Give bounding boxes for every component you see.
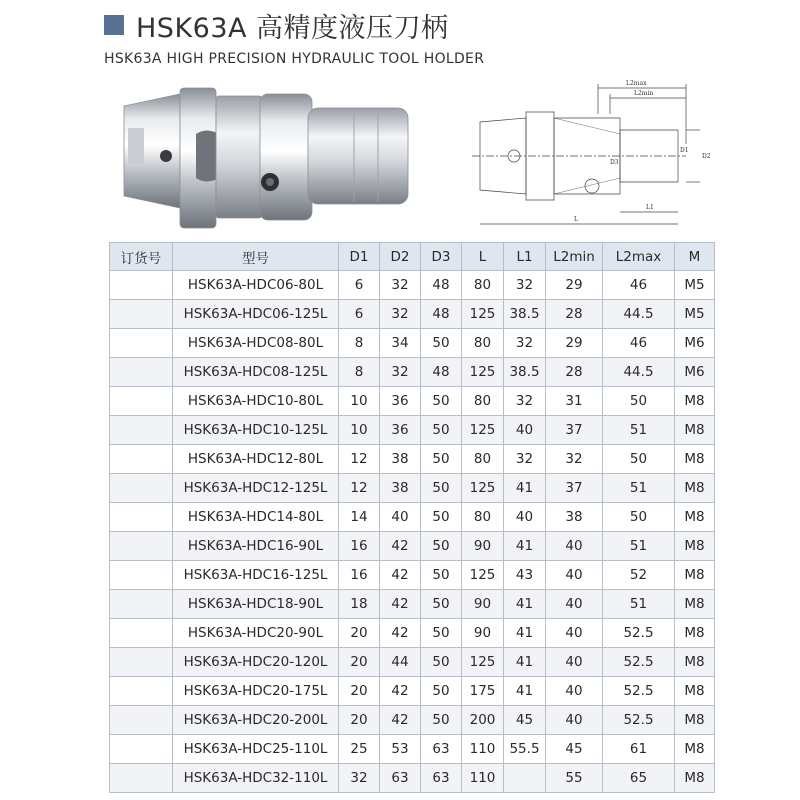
cell-d2: 32 <box>380 358 421 387</box>
cell-order-number <box>110 532 173 561</box>
cell-m: M5 <box>675 300 715 329</box>
cell-d1: 14 <box>339 503 380 532</box>
cell-d1: 10 <box>339 387 380 416</box>
cell-l2min: 37 <box>546 474 603 503</box>
column-header-m: M <box>675 243 715 271</box>
cell-d2: 32 <box>380 271 421 300</box>
cell-l2min: 28 <box>546 358 603 387</box>
cell-order-number <box>110 503 173 532</box>
cell-l: 90 <box>462 590 504 619</box>
spec-table <box>109 242 715 793</box>
cell-model: HSK63A-HDC14-80L <box>173 503 339 532</box>
cell-d1: 32 <box>339 764 380 793</box>
cell-l2min: 31 <box>546 387 603 416</box>
cell-d3: 50 <box>421 590 462 619</box>
cell-l2max: 52.5 <box>603 677 675 706</box>
cell-m: M8 <box>675 590 715 619</box>
cell-l2max: 51 <box>603 474 675 503</box>
cell-l2max: 44.5 <box>603 300 675 329</box>
column-header-d3: D3 <box>421 243 462 271</box>
cell-l2max: 65 <box>603 764 675 793</box>
cell-l: 125 <box>462 416 504 445</box>
table-header-row <box>110 243 715 271</box>
cell-model: HSK63A-HDC12-80L <box>173 445 339 474</box>
cell-d3: 50 <box>421 648 462 677</box>
cell-l2max: 61 <box>603 735 675 764</box>
table-row <box>110 387 715 416</box>
cell-d1: 20 <box>339 706 380 735</box>
table-row <box>110 706 715 735</box>
cell-d2: 63 <box>380 764 421 793</box>
cell-d1: 8 <box>339 358 380 387</box>
cell-order-number <box>110 300 173 329</box>
dim-l1: L1 <box>646 204 654 211</box>
cell-order-number <box>110 706 173 735</box>
cell-d1: 16 <box>339 532 380 561</box>
cell-l: 125 <box>462 474 504 503</box>
cell-d1: 16 <box>339 561 380 590</box>
title-accent-square <box>104 15 124 35</box>
cell-d2: 32 <box>380 300 421 329</box>
cell-d3: 50 <box>421 474 462 503</box>
cell-order-number <box>110 561 173 590</box>
column-header-l2max: L2max <box>603 243 675 271</box>
cell-l2min: 29 <box>546 329 603 358</box>
cell-l2min: 40 <box>546 532 603 561</box>
cell-l2min: 40 <box>546 648 603 677</box>
cell-l2max: 52 <box>603 561 675 590</box>
cell-l1: 32 <box>504 329 546 358</box>
cell-l: 125 <box>462 300 504 329</box>
cell-l: 90 <box>462 619 504 648</box>
cell-d3: 50 <box>421 706 462 735</box>
cell-d3: 50 <box>421 677 462 706</box>
cell-d3: 63 <box>421 764 462 793</box>
cell-l: 175 <box>462 677 504 706</box>
cell-l2max: 46 <box>603 271 675 300</box>
cell-d2: 44 <box>380 648 421 677</box>
cell-l1: 41 <box>504 532 546 561</box>
title-row <box>104 8 449 42</box>
cell-l: 80 <box>462 329 504 358</box>
cell-m: M5 <box>675 271 715 300</box>
cell-l2min: 38 <box>546 503 603 532</box>
cell-model: HSK63A-HDC08-80L <box>173 329 339 358</box>
cell-d2: 42 <box>380 590 421 619</box>
cell-model: HSK63A-HDC20-90L <box>173 619 339 648</box>
page-title: HSK63A 高精度液压刀柄 <box>136 12 449 44</box>
cell-m: M8 <box>675 735 715 764</box>
cell-model: HSK63A-HDC10-125L <box>173 416 339 445</box>
cell-d1: 12 <box>339 445 380 474</box>
cell-l2max: 52.5 <box>603 619 675 648</box>
table-row <box>110 329 715 358</box>
cell-l: 80 <box>462 387 504 416</box>
cell-d3: 48 <box>421 271 462 300</box>
table-row <box>110 648 715 677</box>
cell-d2: 53 <box>380 735 421 764</box>
table-row <box>110 677 715 706</box>
cell-model: HSK63A-HDC32-110L <box>173 764 339 793</box>
cell-d2: 42 <box>380 677 421 706</box>
cell-m: M8 <box>675 503 715 532</box>
cell-d2: 42 <box>380 706 421 735</box>
cell-d1: 6 <box>339 271 380 300</box>
cell-l1: 40 <box>504 503 546 532</box>
cell-order-number <box>110 387 173 416</box>
cell-l: 125 <box>462 561 504 590</box>
cell-d3: 50 <box>421 329 462 358</box>
cell-d1: 20 <box>339 648 380 677</box>
cell-d2: 36 <box>380 416 421 445</box>
cell-l1: 41 <box>504 648 546 677</box>
cell-order-number <box>110 677 173 706</box>
cell-d3: 50 <box>421 532 462 561</box>
cell-model: HSK63A-HDC25-110L <box>173 735 339 764</box>
cell-l: 110 <box>462 764 504 793</box>
cell-l2max: 50 <box>603 387 675 416</box>
cell-l1 <box>504 764 546 793</box>
cell-model: HSK63A-HDC12-125L <box>173 474 339 503</box>
cell-l2min: 29 <box>546 271 603 300</box>
column-header-l1: L1 <box>504 243 546 271</box>
cell-l1: 45 <box>504 706 546 735</box>
technical-drawing <box>470 74 720 238</box>
cell-model: HSK63A-HDC08-125L <box>173 358 339 387</box>
cell-l1: 38.5 <box>504 300 546 329</box>
cell-l2max: 50 <box>603 503 675 532</box>
cell-m: M6 <box>675 358 715 387</box>
cell-d3: 50 <box>421 561 462 590</box>
cell-l1: 40 <box>504 416 546 445</box>
cell-order-number <box>110 619 173 648</box>
cell-order-number <box>110 590 173 619</box>
cell-m: M8 <box>675 474 715 503</box>
cell-d2: 42 <box>380 619 421 648</box>
table-row <box>110 503 715 532</box>
cell-order-number <box>110 764 173 793</box>
cell-m: M8 <box>675 532 715 561</box>
cell-order-number <box>110 474 173 503</box>
cell-m: M8 <box>675 764 715 793</box>
column-header-l: L <box>462 243 504 271</box>
cell-model: HSK63A-HDC20-120L <box>173 648 339 677</box>
cell-order-number <box>110 445 173 474</box>
column-header-d1: D1 <box>339 243 380 271</box>
cell-l1: 41 <box>504 677 546 706</box>
cell-l: 125 <box>462 648 504 677</box>
cell-m: M8 <box>675 677 715 706</box>
cell-l2max: 52.5 <box>603 648 675 677</box>
table-row <box>110 271 715 300</box>
cell-d3: 48 <box>421 300 462 329</box>
cell-d3: 50 <box>421 445 462 474</box>
cell-model: HSK63A-HDC16-90L <box>173 532 339 561</box>
cell-l2max: 46 <box>603 329 675 358</box>
cell-l2max: 51 <box>603 416 675 445</box>
cell-l: 110 <box>462 735 504 764</box>
cell-d1: 6 <box>339 300 380 329</box>
cell-m: M8 <box>675 445 715 474</box>
cell-l2max: 50 <box>603 445 675 474</box>
cell-d3: 50 <box>421 416 462 445</box>
cell-l1: 32 <box>504 387 546 416</box>
cell-d3: 50 <box>421 503 462 532</box>
cell-order-number <box>110 358 173 387</box>
cell-l2min: 40 <box>546 619 603 648</box>
cell-l2min: 40 <box>546 561 603 590</box>
table-row <box>110 590 715 619</box>
cell-d3: 50 <box>421 387 462 416</box>
cell-m: M8 <box>675 619 715 648</box>
cell-order-number <box>110 416 173 445</box>
cell-l: 80 <box>462 271 504 300</box>
cell-m: M8 <box>675 706 715 735</box>
cell-order-number <box>110 329 173 358</box>
cell-l2min: 40 <box>546 677 603 706</box>
cell-l1: 41 <box>504 474 546 503</box>
table-row <box>110 532 715 561</box>
cell-model: HSK63A-HDC16-125L <box>173 561 339 590</box>
cell-order-number <box>110 735 173 764</box>
cell-d2: 38 <box>380 445 421 474</box>
cell-d3: 50 <box>421 619 462 648</box>
column-header-order-number: 订货号 <box>110 243 173 271</box>
cell-l2min: 32 <box>546 445 603 474</box>
cell-order-number <box>110 271 173 300</box>
cell-l2max: 51 <box>603 590 675 619</box>
table-row <box>110 416 715 445</box>
cell-d3: 48 <box>421 358 462 387</box>
cell-l: 90 <box>462 532 504 561</box>
cell-l2max: 52.5 <box>603 706 675 735</box>
cell-l: 200 <box>462 706 504 735</box>
table-body <box>110 271 715 793</box>
cell-d2: 38 <box>380 474 421 503</box>
cell-model: HSK63A-HDC06-125L <box>173 300 339 329</box>
dim-l: L <box>574 216 578 223</box>
cell-d1: 18 <box>339 590 380 619</box>
cell-l2min: 28 <box>546 300 603 329</box>
cell-l2min: 40 <box>546 590 603 619</box>
cell-l2min: 37 <box>546 416 603 445</box>
cell-l2min: 40 <box>546 706 603 735</box>
table-row <box>110 300 715 329</box>
cell-d1: 12 <box>339 474 380 503</box>
cell-l1: 32 <box>504 445 546 474</box>
table-row <box>110 474 715 503</box>
cell-d2: 34 <box>380 329 421 358</box>
table-row <box>110 358 715 387</box>
cell-l2max: 51 <box>603 532 675 561</box>
table-row <box>110 619 715 648</box>
cell-m: M8 <box>675 648 715 677</box>
cell-l: 125 <box>462 358 504 387</box>
cell-m: M8 <box>675 561 715 590</box>
table-row <box>110 445 715 474</box>
cell-model: HSK63A-HDC20-200L <box>173 706 339 735</box>
dim-d3: D3 <box>610 159 619 166</box>
cell-model: HSK63A-HDC18-90L <box>173 590 339 619</box>
cell-d1: 20 <box>339 677 380 706</box>
table-row <box>110 764 715 793</box>
page-subtitle: HSK63A HIGH PRECISION HYDRAULIC TOOL HOLDER <box>104 51 485 67</box>
column-header-l2min: L2min <box>546 243 603 271</box>
cell-d2: 40 <box>380 503 421 532</box>
cell-l1: 38.5 <box>504 358 546 387</box>
table-row <box>110 735 715 764</box>
dim-l2min: L2min <box>634 90 654 97</box>
cell-l1: 43 <box>504 561 546 590</box>
cell-model: HSK63A-HDC20-175L <box>173 677 339 706</box>
tool-holder-photo <box>110 78 420 238</box>
cell-l1: 41 <box>504 590 546 619</box>
dim-d1: D1 <box>680 147 689 154</box>
cell-l: 80 <box>462 445 504 474</box>
cell-d1: 25 <box>339 735 380 764</box>
cell-d1: 20 <box>339 619 380 648</box>
cell-d3: 63 <box>421 735 462 764</box>
cell-model: HSK63A-HDC06-80L <box>173 271 339 300</box>
cell-d2: 42 <box>380 561 421 590</box>
cell-l1: 32 <box>504 271 546 300</box>
table-row <box>110 561 715 590</box>
cell-m: M8 <box>675 416 715 445</box>
cell-l: 80 <box>462 503 504 532</box>
cell-l1: 41 <box>504 619 546 648</box>
cell-d1: 10 <box>339 416 380 445</box>
cell-m: M6 <box>675 329 715 358</box>
dim-d2: D2 <box>702 153 711 160</box>
dim-l2max: L2max <box>626 80 647 87</box>
cell-d1: 8 <box>339 329 380 358</box>
cell-l2min: 45 <box>546 735 603 764</box>
cell-l2max: 44.5 <box>603 358 675 387</box>
cell-l1: 55.5 <box>504 735 546 764</box>
column-header-d2: D2 <box>380 243 421 271</box>
cell-d2: 42 <box>380 532 421 561</box>
column-header-model: 型号 <box>173 243 339 271</box>
cell-order-number <box>110 648 173 677</box>
cell-d2: 36 <box>380 387 421 416</box>
cell-l2min: 55 <box>546 764 603 793</box>
cell-model: HSK63A-HDC10-80L <box>173 387 339 416</box>
cell-m: M8 <box>675 387 715 416</box>
